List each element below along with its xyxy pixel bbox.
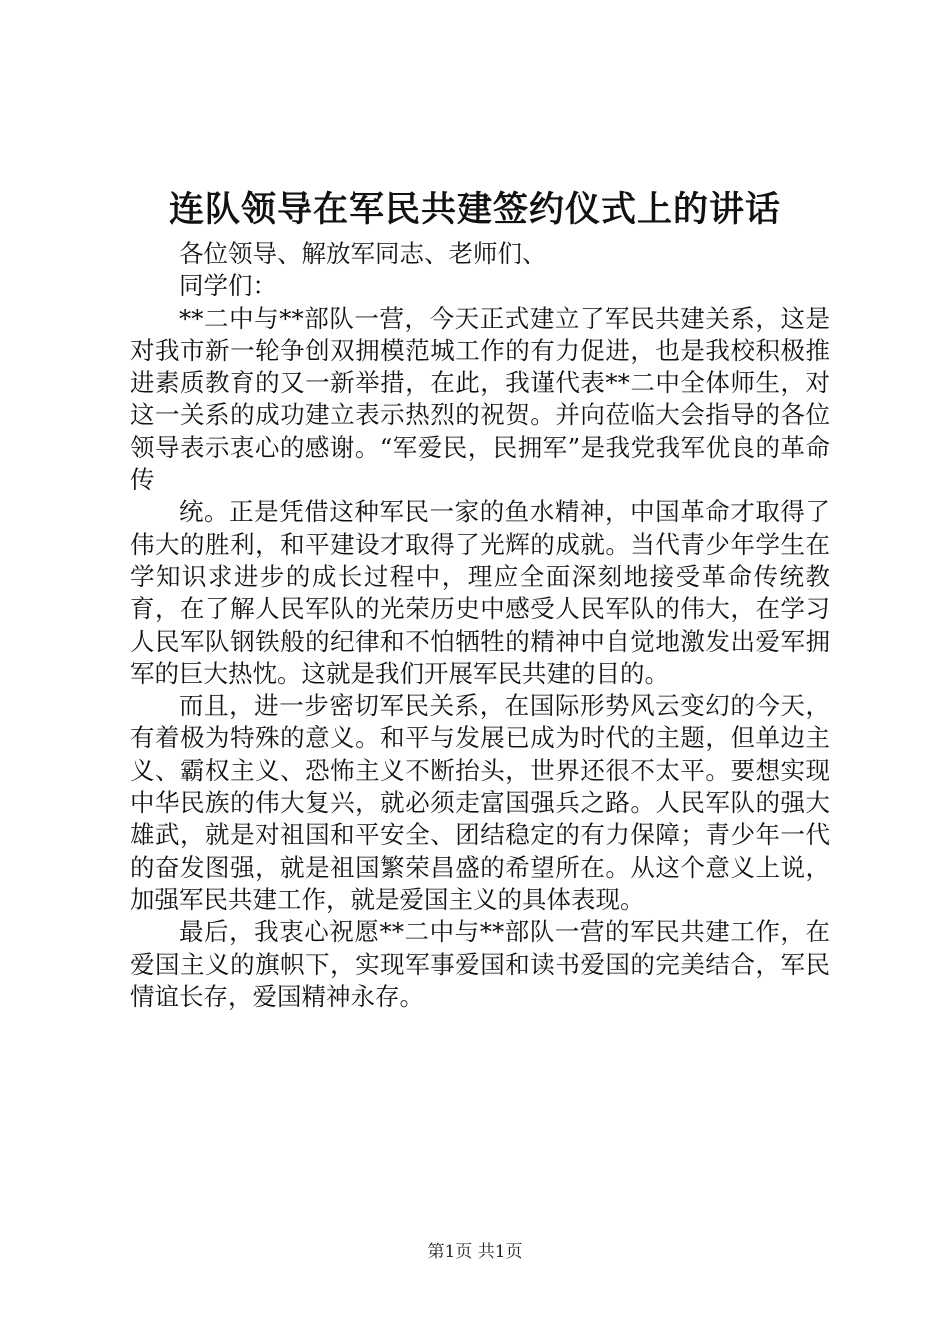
document-body: [130, 238, 830, 1013]
paragraph-3: 而且，进一步密切军民关系，在国际形势风云变幻的今天，有着极为特殊的意义。和平与发展已成为时代的主题，但单边主义、霸权主义、恐怖主义不断抬头，世界还很不太平。要想实现中华民族的伟大复兴，就必须走富国强兵之路。人民军队的强大雄武，就是对祖国和平安全、团结稳定的有力保障；青少年一代的奋发图强，就是祖国繁荣昌盛的希望所在。从这个意义上说，加强军民共建工作，就是爱国主义的具体表现。: [130, 691, 830, 914]
paragraph-1: **二中与**部队一营，今天正式建立了军民共建关系，这是对我市新一轮争创双拥模范城工作的有力促进，也是我校积极推进素质教育的又一新举措，在此，我谨代表**二中全体师生，对这一关系的成功建立表示热烈的祝贺。并向莅临大会指导的各位领导表示衷心的感谢。“军爱民，民拥军”是我党我军优良的革命传: [130, 303, 830, 495]
page-footer: 第1页 共1页: [427, 1242, 523, 1262]
salutation-line-2: 同学们：: [179, 271, 277, 301]
paragraph-2: 统。正是凭借这种军民一家的鱼水精神，中国革命才取得了伟大的胜利，和平建设才取得了光辉的成就。当代青少年学生在学知识求进步的成长过程中，理应全面深刻地接受革命传统教育，在了解人民军队的光荣历史中感受人民军队的伟大，在学习人民军队钢铁般的纪律和不怕牺牲的精神中自觉地激发出爱军拥军的巨大热忱。这就是我们开展军民共建的目的。: [130, 497, 830, 688]
document-title: 连队领导在军民共建签约仪式上的讲话: [168, 190, 781, 230]
salutation-line-1: 各位领导、解放军同志、老师们、: [179, 239, 547, 268]
paragraph-4: 最后，我衷心祝愿**二中与**部队一营的军民共建工作，在爱国主义的旗帜下，实现军事爱国和读书爱国的完美结合，军民情谊长存，爱国精神永存。: [130, 917, 830, 1011]
